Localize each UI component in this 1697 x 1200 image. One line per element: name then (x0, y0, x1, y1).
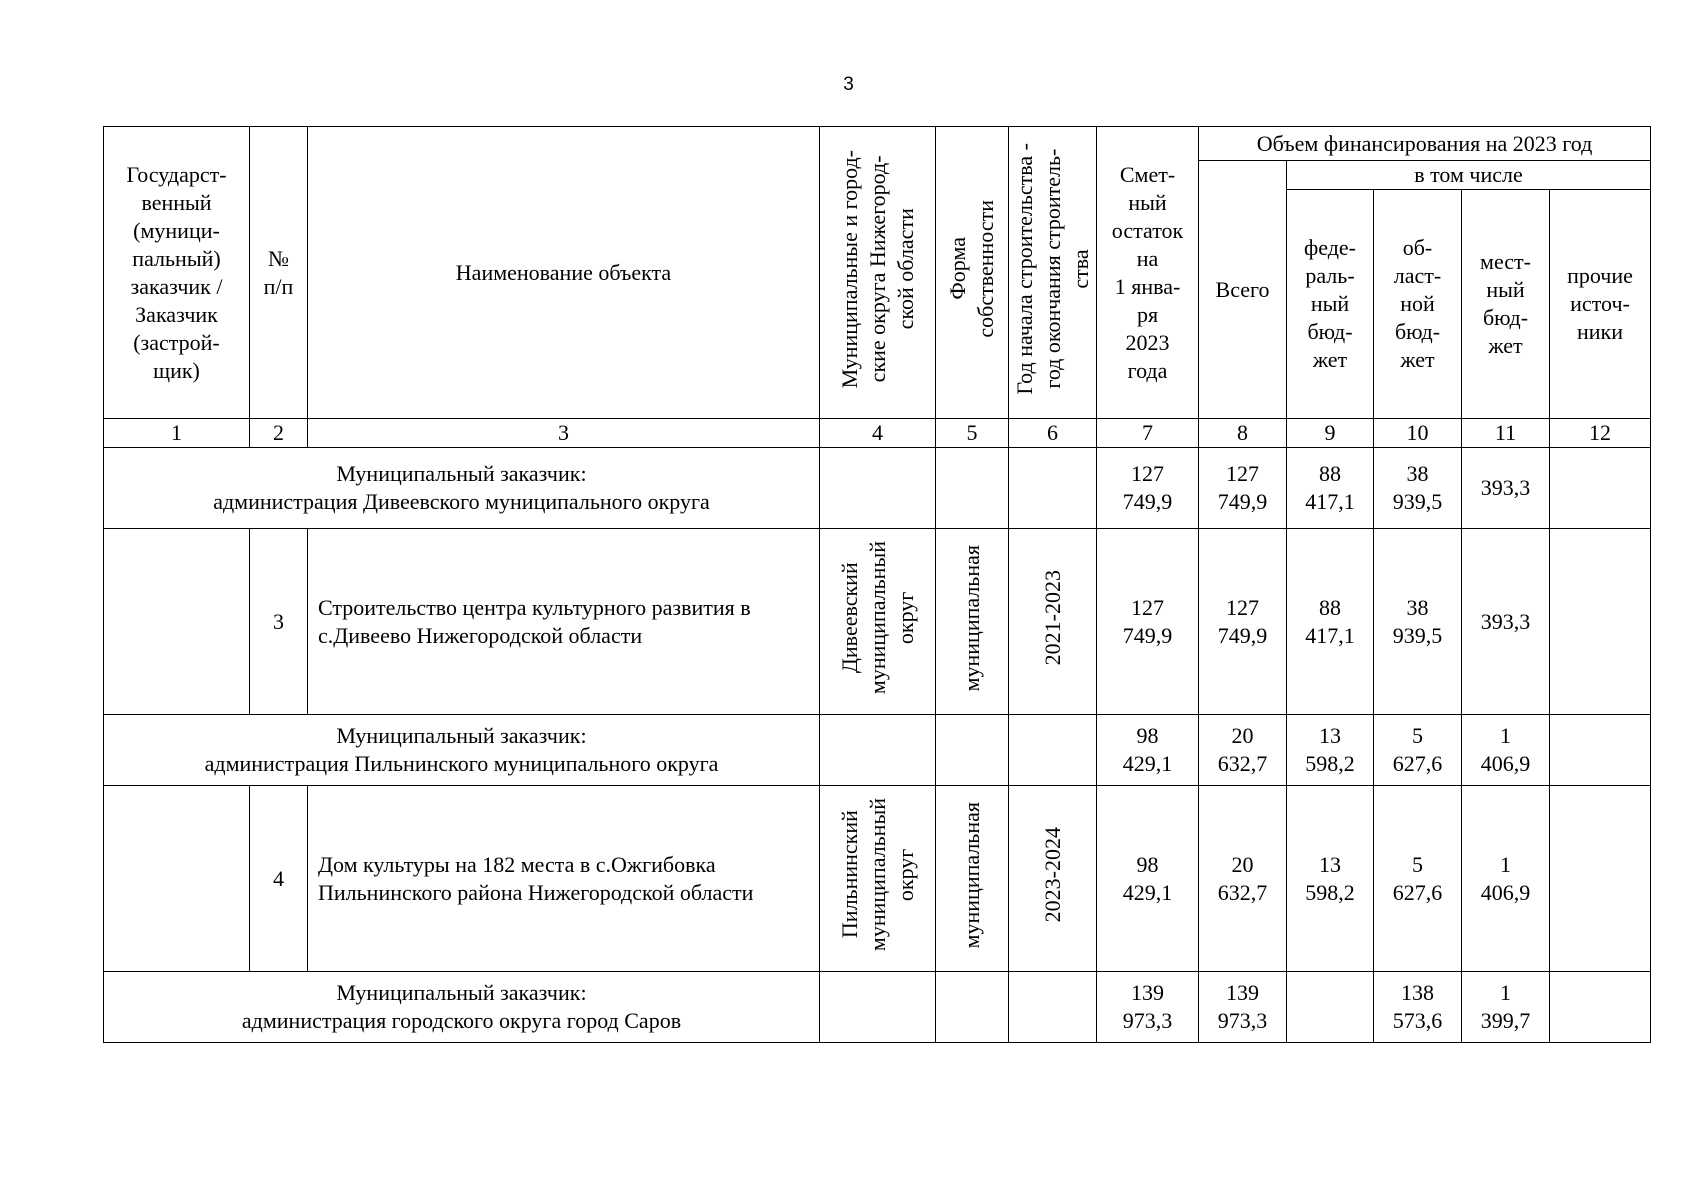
smeta-value: 127 749,9 (1097, 448, 1199, 529)
header-total: Всего (1199, 161, 1287, 419)
customer-name: Муниципальный заказчик: администрация Пильнинского муниципального округа (104, 715, 820, 786)
regional-value: 138 573,6 (1374, 972, 1462, 1043)
customer-name: Муниципальный заказчик: администрация городского округа город Саров (104, 972, 820, 1043)
column-number: 8 (1199, 419, 1287, 448)
header-smeta: Смет- ный остаток на 1 янва- ря 2023 года (1097, 127, 1199, 419)
smeta-value: 98 429,1 (1097, 786, 1199, 972)
empty-cell (1009, 972, 1097, 1043)
column-number: 7 (1097, 419, 1199, 448)
header-number: № п/п (250, 127, 308, 419)
years-cell (1009, 529, 1097, 715)
header-districts-text: Муниципальные и город- ские округа Нижегород- ской области (836, 149, 918, 389)
header-local: мест- ный бюд- жет (1462, 190, 1550, 419)
empty-cell (936, 972, 1009, 1043)
district-text: Дивеевский муниципальный округ (836, 541, 918, 695)
financing-table (103, 126, 1651, 1043)
federal-value: 13 598,2 (1287, 715, 1374, 786)
column-number: 1 (104, 419, 250, 448)
object-name: Дом культуры на 182 места в с.Ожгибовка Пильнинского района Нижегородской области (308, 786, 820, 972)
federal-value (1287, 972, 1374, 1043)
ownership-cell (936, 529, 1009, 715)
column-number: 2 (250, 419, 308, 448)
object-row-4 (104, 786, 1651, 972)
header-object-name: Наименование объекта (308, 127, 820, 419)
smeta-value: 98 429,1 (1097, 715, 1199, 786)
total-value: 20 632,7 (1199, 786, 1287, 972)
empty-cell (820, 972, 936, 1043)
header-including: в том числе (1287, 161, 1651, 190)
empty-cell (1009, 715, 1097, 786)
header-years-text: Год начала строительства - год окончания строитель- ства (1011, 143, 1093, 395)
empty-cell (1009, 448, 1097, 529)
local-value: 1 406,9 (1462, 786, 1550, 972)
empty-cell (936, 448, 1009, 529)
federal-value: 88 417,1 (1287, 529, 1374, 715)
column-number: 3 (308, 419, 820, 448)
column-number: 12 (1550, 419, 1651, 448)
object-row-3 (104, 529, 1651, 715)
total-value: 127 749,9 (1199, 448, 1287, 529)
smeta-value: 139 973,3 (1097, 972, 1199, 1043)
years-cell (1009, 786, 1097, 972)
other-value (1550, 786, 1651, 972)
header-years (1009, 127, 1097, 419)
district-text: Пильнинский муниципальный округ (836, 798, 918, 952)
empty-cell (820, 448, 936, 529)
column-number: 5 (936, 419, 1009, 448)
header-districts (820, 127, 936, 419)
object-name: Строительство центра культурного развития в с.Дивеево Нижегородской области (308, 529, 820, 715)
regional-value: 38 939,5 (1374, 448, 1462, 529)
column-numbers-row (104, 419, 1651, 448)
customer-row-diveevo (104, 448, 1651, 529)
customer-row-pilna (104, 715, 1651, 786)
total-value: 139 973,3 (1199, 972, 1287, 1043)
page-number: 3 (843, 74, 854, 95)
header-funding-title: Объем финансирования на 2023 год (1199, 127, 1651, 161)
header-regional: об- ласт- ной бюд- жет (1374, 190, 1462, 419)
header-federal: феде- раль- ный бюд- жет (1287, 190, 1374, 419)
object-number: 3 (250, 529, 308, 715)
local-value: 393,3 (1462, 529, 1550, 715)
customer-row-sarov (104, 972, 1651, 1043)
local-value: 393,3 (1462, 448, 1550, 529)
header-row-1 (104, 127, 1651, 161)
column-number: 4 (820, 419, 936, 448)
empty-cell (820, 715, 936, 786)
federal-value: 13 598,2 (1287, 786, 1374, 972)
empty-cell (104, 786, 250, 972)
other-value (1550, 715, 1651, 786)
column-number: 11 (1462, 419, 1550, 448)
smeta-value: 127 749,9 (1097, 529, 1199, 715)
regional-value: 5 627,6 (1374, 715, 1462, 786)
ownership-text: муниципальная (959, 544, 984, 692)
empty-cell (104, 529, 250, 715)
header-ownership (936, 127, 1009, 419)
local-value: 1 399,7 (1462, 972, 1550, 1043)
regional-value: 38 939,5 (1374, 529, 1462, 715)
local-value: 1 406,9 (1462, 715, 1550, 786)
other-value (1550, 529, 1651, 715)
years-text: 2023-2024 (1039, 827, 1065, 923)
header-other: прочие источ- ники (1550, 190, 1651, 419)
ownership-cell (936, 786, 1009, 972)
other-value (1550, 972, 1651, 1043)
empty-cell (936, 715, 1009, 786)
total-value: 127 749,9 (1199, 529, 1287, 715)
customer-name: Муниципальный заказчик: администрация Дивеевского муниципального округа (104, 448, 820, 529)
total-value: 20 632,7 (1199, 715, 1287, 786)
object-number: 4 (250, 786, 308, 972)
ownership-text: муниципальная (959, 801, 984, 949)
column-number: 10 (1374, 419, 1462, 448)
other-value (1550, 448, 1651, 529)
years-text: 2021-2023 (1039, 570, 1065, 666)
district-cell (820, 786, 936, 972)
column-number: 6 (1009, 419, 1097, 448)
header-customer: Государст- венный (муници- пальный) заказчик / Заказчик (застрой- щик) (104, 127, 250, 419)
federal-value: 88 417,1 (1287, 448, 1374, 529)
district-cell (820, 529, 936, 715)
header-ownership-text: Форма собственности (945, 200, 998, 338)
column-number: 9 (1287, 419, 1374, 448)
regional-value: 5 627,6 (1374, 786, 1462, 972)
